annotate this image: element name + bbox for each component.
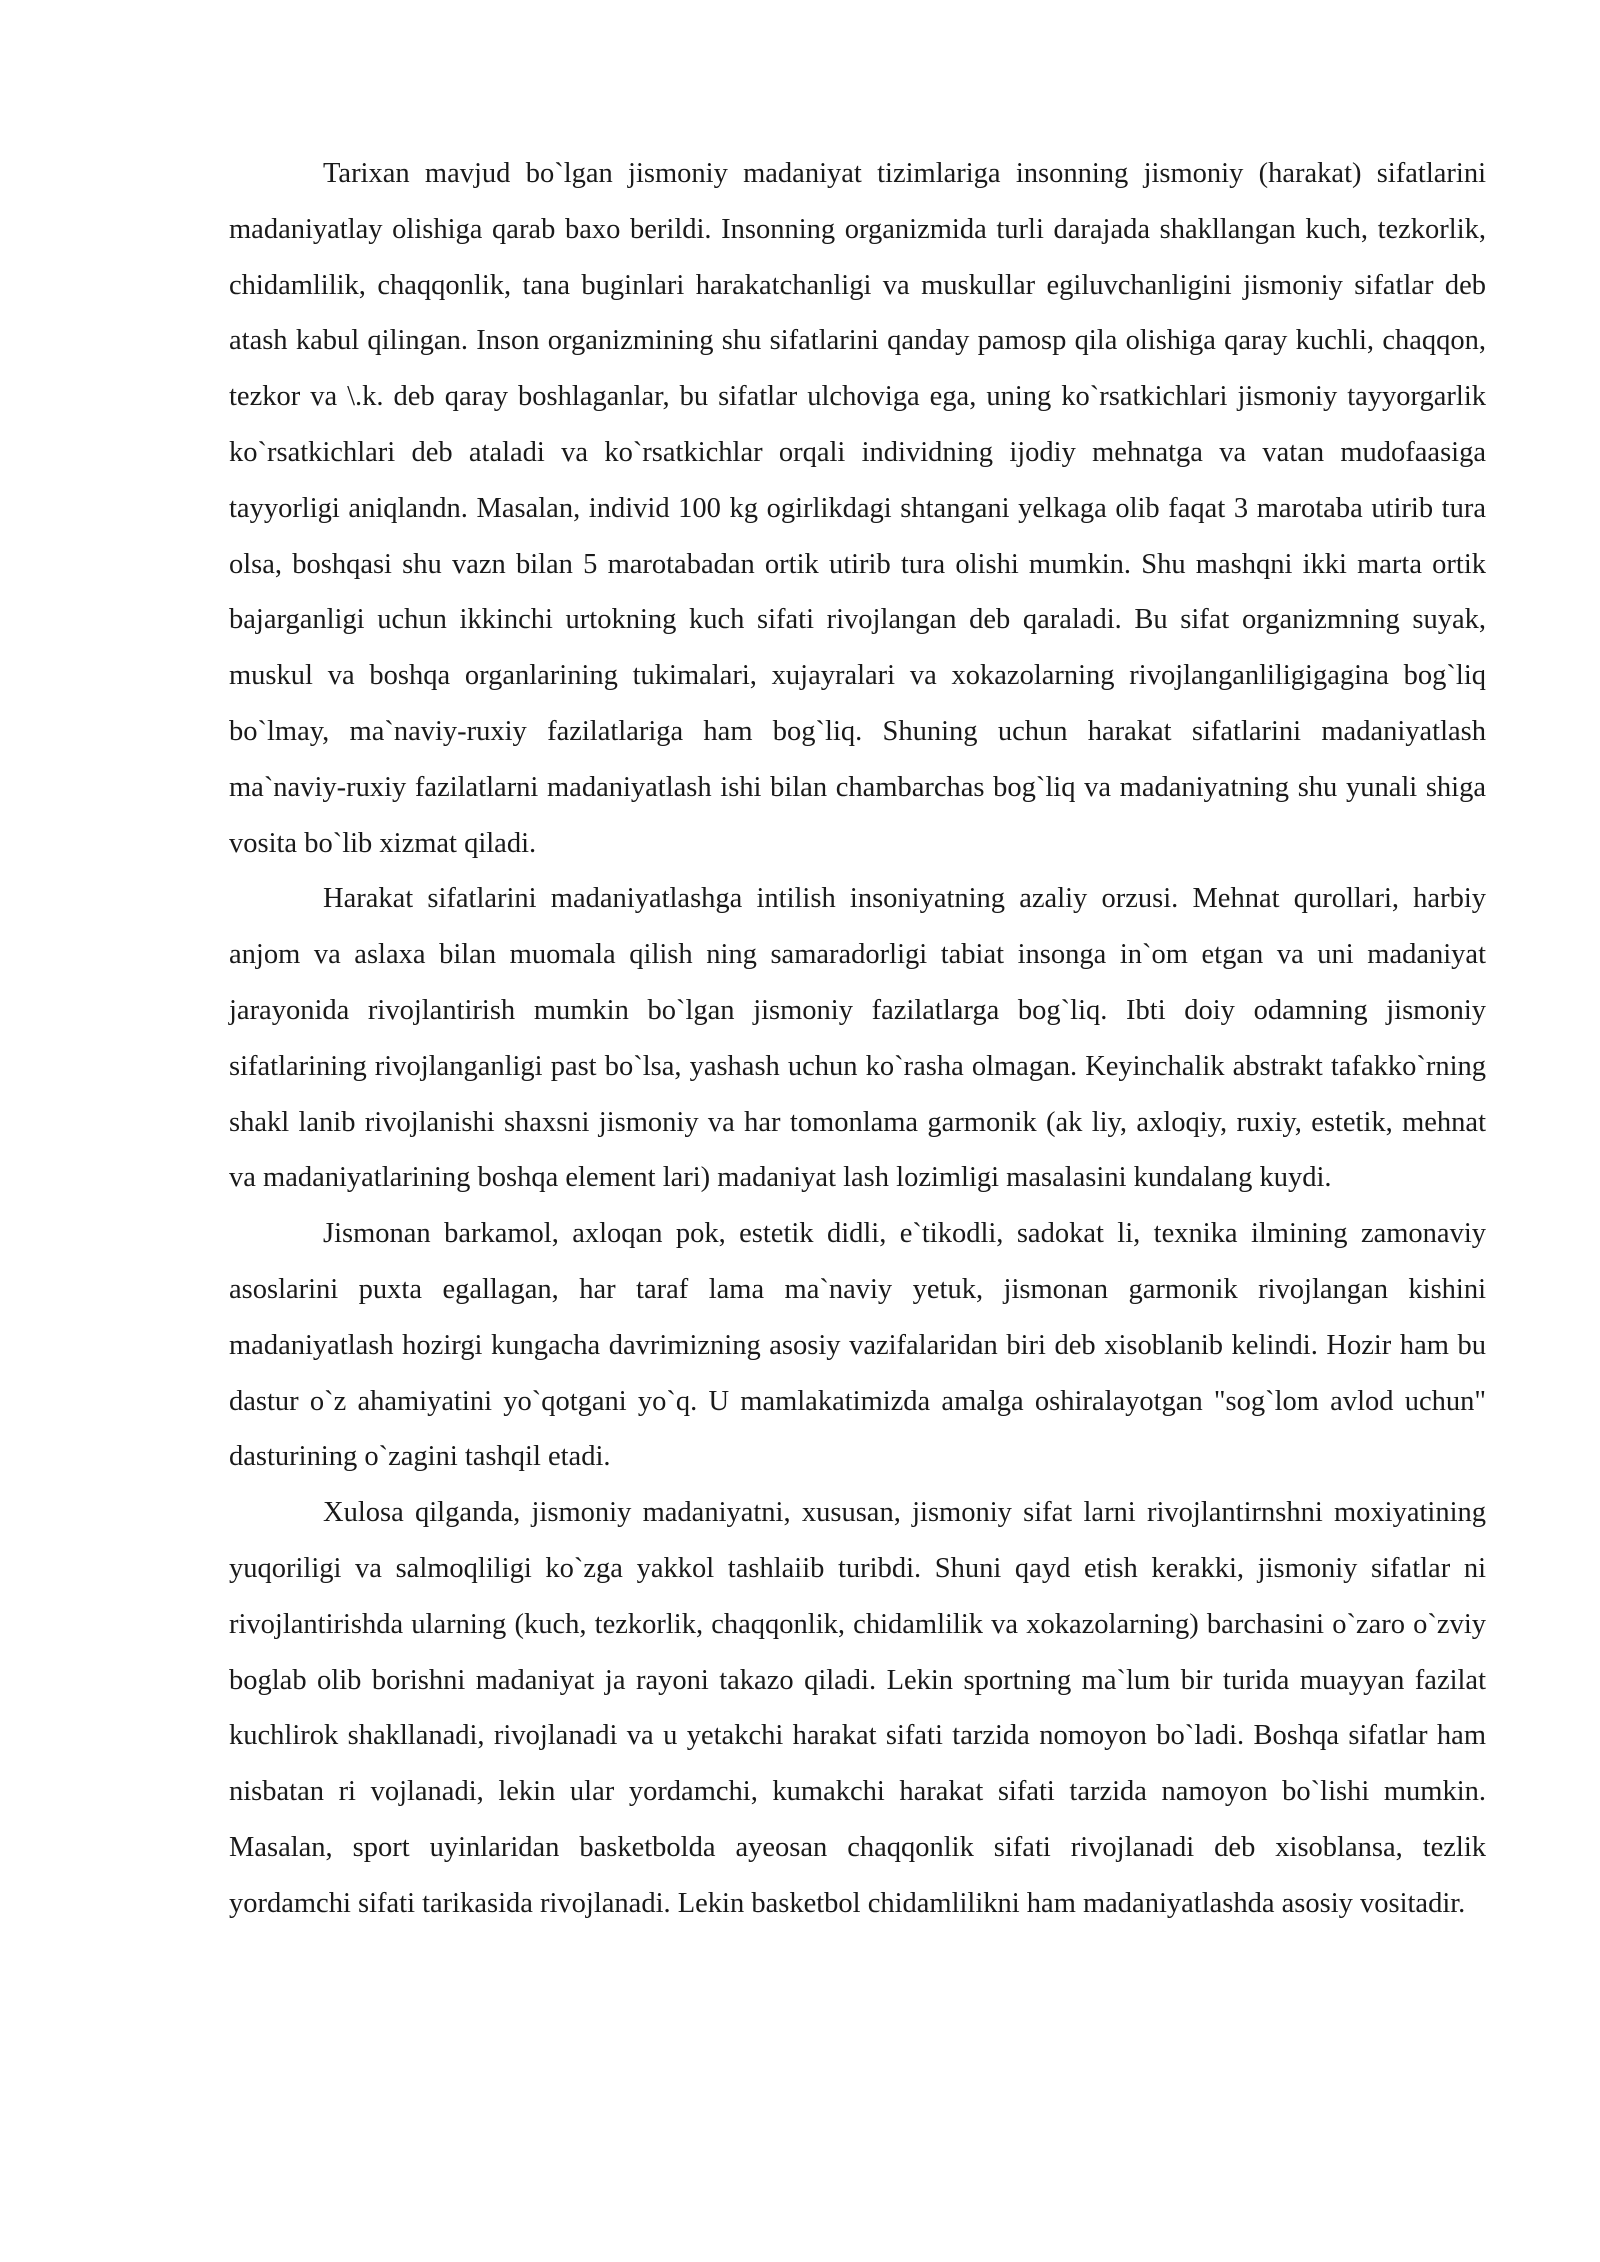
paragraph-2: Harakat sifatlarini madaniyatlashga intilish insoniyatning azaliy orzusi. Mehnat qurollari, harbiy anjom va aslaxa bilan muomala qilish ning samaradorligi tabiat insonga in`om etgan va uni madaniyat jarayonida rivojlantirish mumkin bo`lgan jismoniy fazilatlarga bog`liq. Ibti doiy odamning jismoniy sifatlarining rivojlanganligi past bo`lsa, yashash uchun ko`rasha olmagan. Keyinchalik abstrakt tafakko`rning shakl lanib rivojlanishi shaxsni jismoniy va har tomonlama garmonik (ak liy, axloqiy, ruxiy, estetik, mehnat va madaniyatlarining boshqa element lari) madaniyat lash lozimligi masalasini kundalang kuydi.: [229, 883, 1486, 1194]
document-body: [229, 146, 1486, 1932]
paragraph-4: Xulosa qilganda, jismoniy madaniyatni, xususan, jismoniy sifat larni rivojlantirnshni moxiyatining yuqoriligi va salmoqliligi ko`zga yakkol tashlaiib turibdi. Shuni qayd etish kerakki, jismoniy sifatlar ni rivojlantirishda ularning (kuch, tezkorlik, chaqqonlik, chidamlilik va xokazolarning) barchasini o`zaro o`zviy boglab olib borishni madaniyat ja rayoni takazo qiladi. Lekin sportning ma`lum bir turida muayyan fazilat kuchlirok shakllanadi, rivojlanadi va u yetakchi harakat sifati tarzida nomoyon bo`ladi. Boshqa sifatlar ham nisbatan ri vojlanadi, lekin ular yordamchi, kumakchi harakat sifati tarzida namoyon bo`lishi mumkin. Masalan, sport uyinlaridan basketbolda ayeosan chaqqonlik sifati rivojlanadi deb xisoblansa, tezlik yordamchi sifati tarikasida rivojlanadi. Lekin basketbol chidamlilikni ham madaniyatlashda asosiy vositadir.: [229, 1497, 1486, 1919]
paragraph-1: Tarixan mavjud bo`lgan jismoniy madaniyat tizimlariga insonning jismoniy (harakat) sifatlarini madaniyatlay olishiga qarab baxo berildi. Insonning organizmida turli darajada shakllangan kuch, tezkorlik, chidamlilik, chaqqonlik, tana buginlari harakatchanligi va muskullar egiluvchanligini jismoniy sifatlar deb atash kabul qilingan. Inson organizmining shu sifatlarini qanday pamosp qila olishiga qaray kuchli, chaqqon, tezkor va \.k. deb qaray boshlaganlar, bu sifatlar ulchoviga ega, uning ko`rsatkichlari jismoniy tayyorgarlik ko`rsatkichlari deb ataladi va ko`rsatkichlar orqali individning ijodiy mehnatga va vatan mudofaasiga tayyorligi aniqlandn. Masalan, individ 100 kg ogirlikdagi shtangani yelkaga olib faqat 3 marotaba utirib tura olsa, boshqasi shu vazn bilan 5 marotabadan ortik utirib tura olishi mumkin. Shu mashqni ikki marta ortik bajarganligi uchun ikkinchi urtokning kuch sifati rivojlangan deb qaraladi. Bu sifat organizmning suyak, muskul va boshqa organlarining tukimalari, xujayralari va xokazolarning rivojlanganliligigagina bog`liq bo`lmay, ma`naviy-ruxiy fazilatlariga ham bog`liq. Shuning uchun harakat sifatlarini madaniyatlash ma`naviy-ruxiy fazilatlarni madaniyatlash ishi bilan chambarchas bog`liq va madaniyatning shu yunali shiga vosita bo`lib xizmat qiladi.: [229, 158, 1486, 859]
paragraph-3: Jismonan barkamol, axloqan pok, estetik didli, e`tikodli, sadokat li, texnika ilmining zamonaviy asoslarini puxta egallagan, har taraf lama ma`naviy yetuk, jismonan garmonik rivojlangan kishini madaniyatlash hozirgi kungacha davrimizning asosiy vazifalaridan biri deb xisoblanib kelindi. Hozir ham bu dastur o`z ahamiyatini yo`qotgani yo`q. U mamlakatimizda amalga oshiralayotgan "sog`lom avlod uchun" dasturining o`zagini tashqil etadi.: [229, 1218, 1486, 1473]
